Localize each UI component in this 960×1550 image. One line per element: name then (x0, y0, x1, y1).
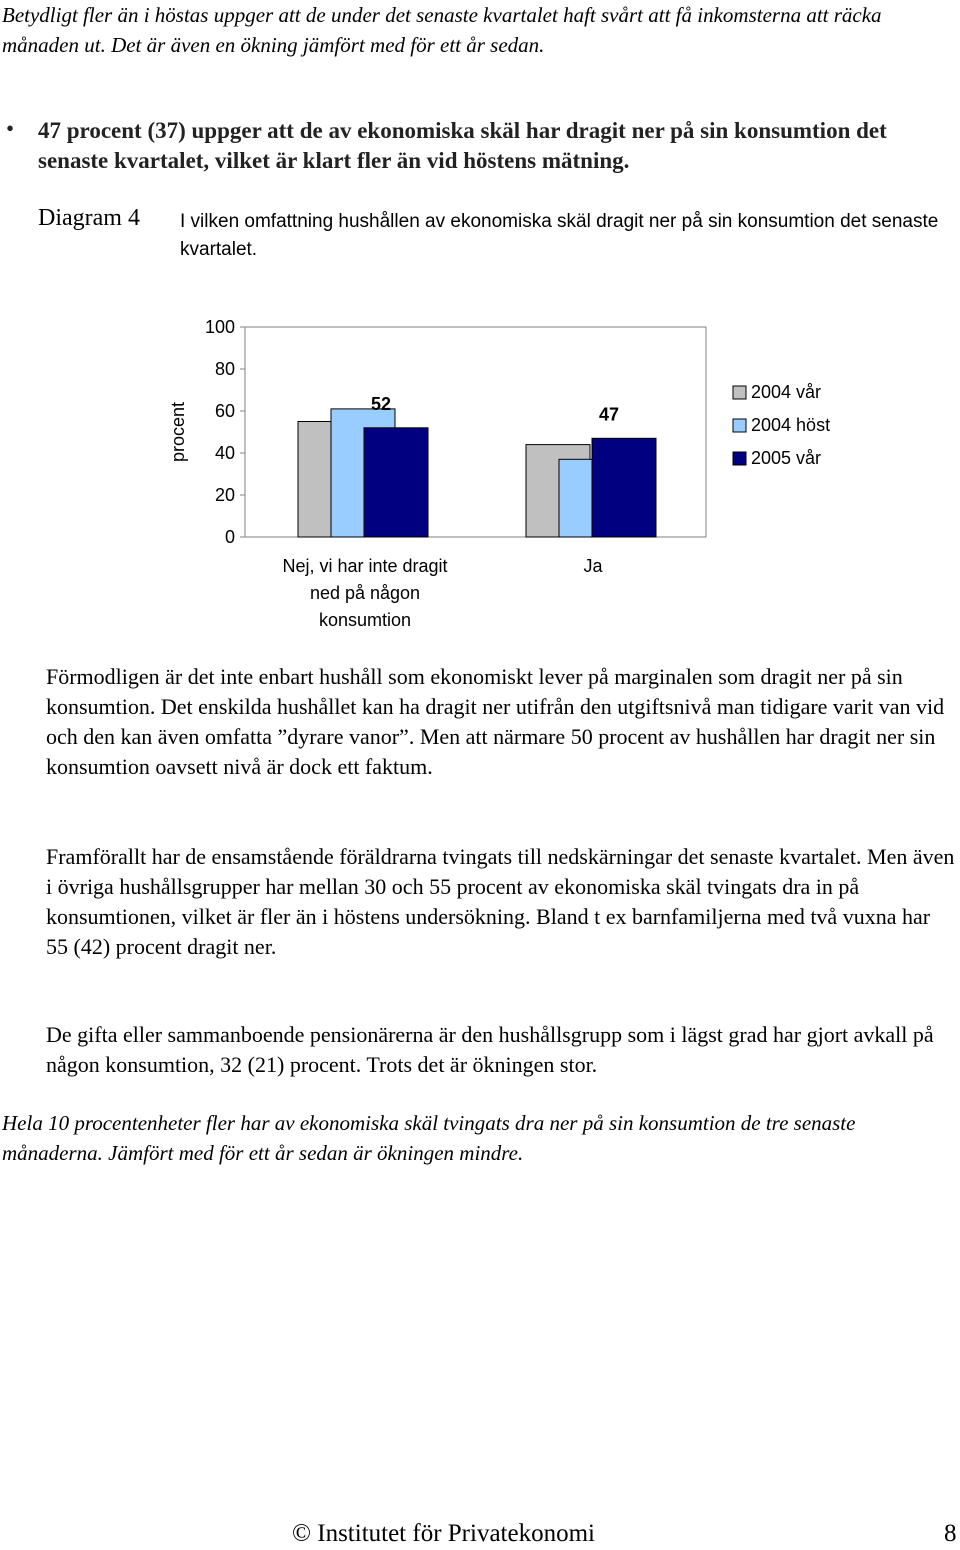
paragraph-1: Förmodligen är det inte enbart hushåll som ekonomiskt lever på marginalen som dragit ner på sin konsumtion. Det enskilda hushållet kan ha dragit ner utifrån den utgiftsnivå man tidigare varit van vid och den kan även omfatta ”dyrare vanor”. Men att närmare 50 procent av hushållen har dragit ner sin konsumtion oavsett nivå är dock ett faktum. (46, 664, 945, 779)
footer-text: © Institutet för Privatekonomi (292, 1520, 595, 1547)
diagram-title: I vilken omfattning hushållen av ekonomiska skäl dragit ner på sin konsumtion det senaste kvartalet. (180, 211, 939, 260)
y-tick-label: 60 (214, 401, 235, 421)
category-label: Nej, vi har inte dragit (282, 556, 448, 576)
category-label: konsumtion (318, 610, 412, 630)
bullet-icon: • (6, 116, 15, 141)
legend-label: 2004 höst (751, 415, 831, 435)
category-label: Ja (583, 556, 603, 576)
page-number: 8 (944, 1520, 957, 1547)
y-axis-label: procent (168, 401, 188, 463)
intro-paragraph: Betydligt fler än i höstas uppger att de under det senaste kvartalet haft svårt att få inkomsterna att räcka månaden ut. Det är även en ökning jämfört med för ett år sedan. (2, 3, 882, 57)
legend-swatch (733, 386, 746, 399)
legend-swatch (733, 452, 746, 465)
closing-paragraph: Hela 10 procentenheter fler har av ekonomiska skäl tvingats dra ner på sin konsumtion de tre senaste månaderna. Jämfört med för ett år sedan är ökningen mindre. (2, 1111, 856, 1165)
bar-chart (0, 300, 960, 640)
y-tick-label: 100 (204, 317, 235, 337)
bar (592, 438, 656, 537)
y-tick-label: 80 (214, 359, 235, 379)
legend-swatch (733, 419, 746, 432)
bar (364, 428, 428, 537)
bullet-text: 47 procent (37) uppger att de av ekonomiska skäl har dragit ner på sin konsumtion det senaste kvartalet, vilket är klart fler än vid höstens mätning. (38, 118, 887, 173)
data-label: 52 (370, 393, 392, 414)
y-tick-label: 40 (214, 443, 235, 463)
legend-label: 2005 vår (751, 448, 822, 468)
y-tick-label: 20 (214, 485, 235, 505)
data-label: 47 (598, 404, 620, 425)
bullet-point (6, 116, 946, 176)
paragraph-2: Framförallt har de ensamstående föräldrarna tvingats till nedskärningar det senaste kvartalet. Men även i övriga hushållsgrupper har mellan 30 och 55 procent av ekonomiska skäl tvingats dra in på konsumtionen, vilket är fler än i höstens undersökning. Bland t ex barnfamiljerna med två vuxna har 55 (42) procent dragit ner. (46, 844, 955, 959)
category-label: ned på någon (309, 583, 421, 603)
diagram-label: Diagram 4 (38, 205, 140, 231)
y-tick-label: 0 (224, 527, 235, 547)
paragraph-3: De gifta eller sammanboende pensionärerna är den hushållsgrupp som i lägst grad har gjort avkall på någon konsumtion, 32 (21) procent. Trots det är ökningen stor. (46, 1022, 934, 1077)
legend-label: 2004 vår (751, 382, 822, 402)
